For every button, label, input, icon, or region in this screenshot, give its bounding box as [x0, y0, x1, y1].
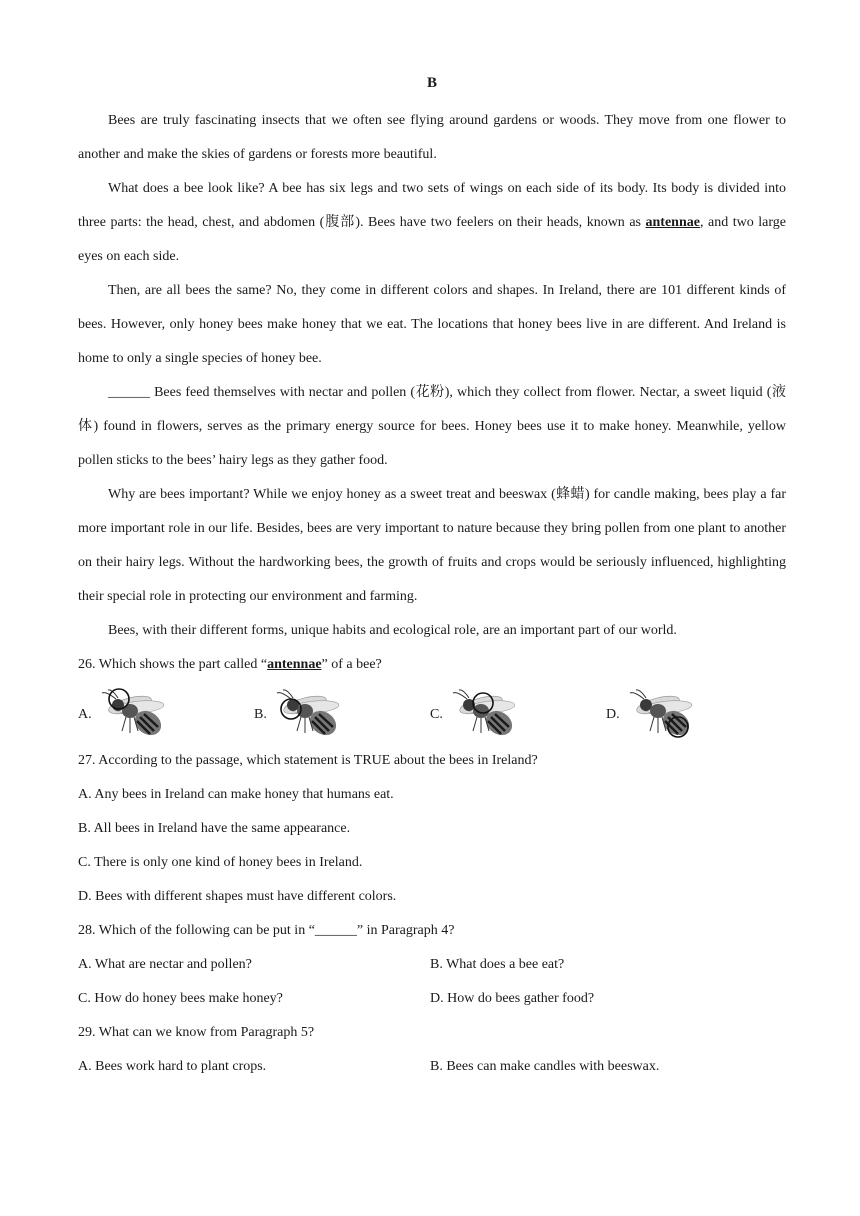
paragraph-5: Why are bees important? While we enjoy honey as a sweet treat and beeswax (蜂蜡) for candle making, bees play a far more important role in our life. Besides, bees are very important to nature because they bring pollen from one plant to another on their hairy legs. Without the hardworking bees, the growth of fruits and crops would be seriously influenced, highlighting their special role in protecting our environment and farming. — [78, 487, 786, 604]
bee-image-d — [628, 687, 708, 743]
question-26-after: ” of a bee? — [321, 657, 382, 672]
question-28: 28. Which of the following can be put in “______” in Paragraph 4? — [78, 923, 455, 938]
bee-image-a — [100, 687, 180, 743]
option-26-a[interactable] — [78, 686, 180, 744]
question-28-row-2 — [78, 982, 786, 1016]
option-26-d-label: D. — [606, 707, 620, 722]
paragraph-4: ______ Bees feed themselves with nectar and pollen (花粉), which they collect from flower. Nectar, a sweet liquid (液体) found in flowers, serves as the primary energy source for bees. Honey bees use it to make honey. Meanwhile, yellow pollen sticks to the bees’ hairy legs as they gather food. — [78, 385, 786, 468]
option-26-b-label: B. — [254, 707, 267, 722]
option-26-a-label: A. — [78, 707, 92, 722]
bee-icon — [630, 690, 694, 740]
paragraph-1: Bees are truly fascinating insects that we often see flying around gardens or woods. They move from one flower to another and make the skies of gardens or forests more beautiful. — [78, 113, 786, 162]
bee-image-b — [275, 687, 355, 743]
option-26-c[interactable] — [430, 686, 531, 744]
question-26 — [78, 648, 786, 682]
paragraph-2-text-after: , and two large eyes on each side. — [78, 215, 786, 264]
paragraph-3: Then, are all bees the same? No, they come in different colors and shapes. In Ireland, there are 101 different kinds of bees. However, only honey bees make honey that we eat. The locations that honey bees live in are different. And Ireland is home to only a single species of honey bee. — [78, 283, 786, 366]
option-27-d[interactable]: D. Bees with different shapes must have different colors. — [78, 889, 397, 904]
option-29-b[interactable]: B. Bees can make candles with beeswax. — [430, 1059, 660, 1074]
question-26-before: 26. Which shows the part called “ — [78, 657, 268, 672]
question-26-options — [78, 686, 786, 744]
option-28-c[interactable]: C. How do honey bees make honey? — [78, 991, 283, 1006]
section-title: B — [426, 75, 437, 91]
option-27-b[interactable]: B. All bees in Ireland have the same appearance. — [78, 821, 351, 836]
option-29-a[interactable]: A. Bees work hard to plant crops. — [78, 1059, 267, 1074]
option-28-b[interactable]: B. What does a bee eat? — [430, 957, 565, 972]
bee-icon — [102, 690, 166, 740]
paragraph-2 — [78, 172, 786, 274]
option-28-a[interactable]: A. What are nectar and pollen? — [78, 957, 252, 972]
bee-icon — [277, 690, 341, 740]
antennae-term: antennae — [645, 215, 700, 230]
bee-image-c — [451, 687, 531, 743]
option-26-c-label: C. — [430, 707, 443, 722]
paragraph-2-text-before: What does a bee look like? A bee has six legs and two sets of wings on each side of its body. Its body is divided into three parts: the head, chest, and abdomen (腹部). Bees have two feelers on their heads, known as — [78, 181, 786, 230]
option-28-d[interactable]: D. How do bees gather food? — [430, 991, 595, 1006]
question-28-row-1 — [78, 948, 786, 982]
document-page — [78, 70, 786, 1084]
option-26-b[interactable] — [254, 686, 355, 744]
bee-icon — [453, 690, 517, 740]
question-29: 29. What can we know from Paragraph 5? — [78, 1025, 315, 1040]
option-26-d[interactable] — [606, 686, 708, 744]
paragraph-6: Bees, with their different forms, unique habits and ecological role, are an important part of our world. — [108, 623, 677, 638]
question-29-row-1 — [78, 1050, 786, 1084]
option-27-c[interactable]: C. There is only one kind of honey bees in Ireland. — [78, 855, 363, 870]
question-26-term: antennae — [267, 657, 322, 672]
option-27-a[interactable]: A. Any bees in Ireland can make honey that humans eat. — [78, 787, 394, 802]
question-27: 27. According to the passage, which statement is TRUE about the bees in Ireland? — [78, 753, 538, 768]
